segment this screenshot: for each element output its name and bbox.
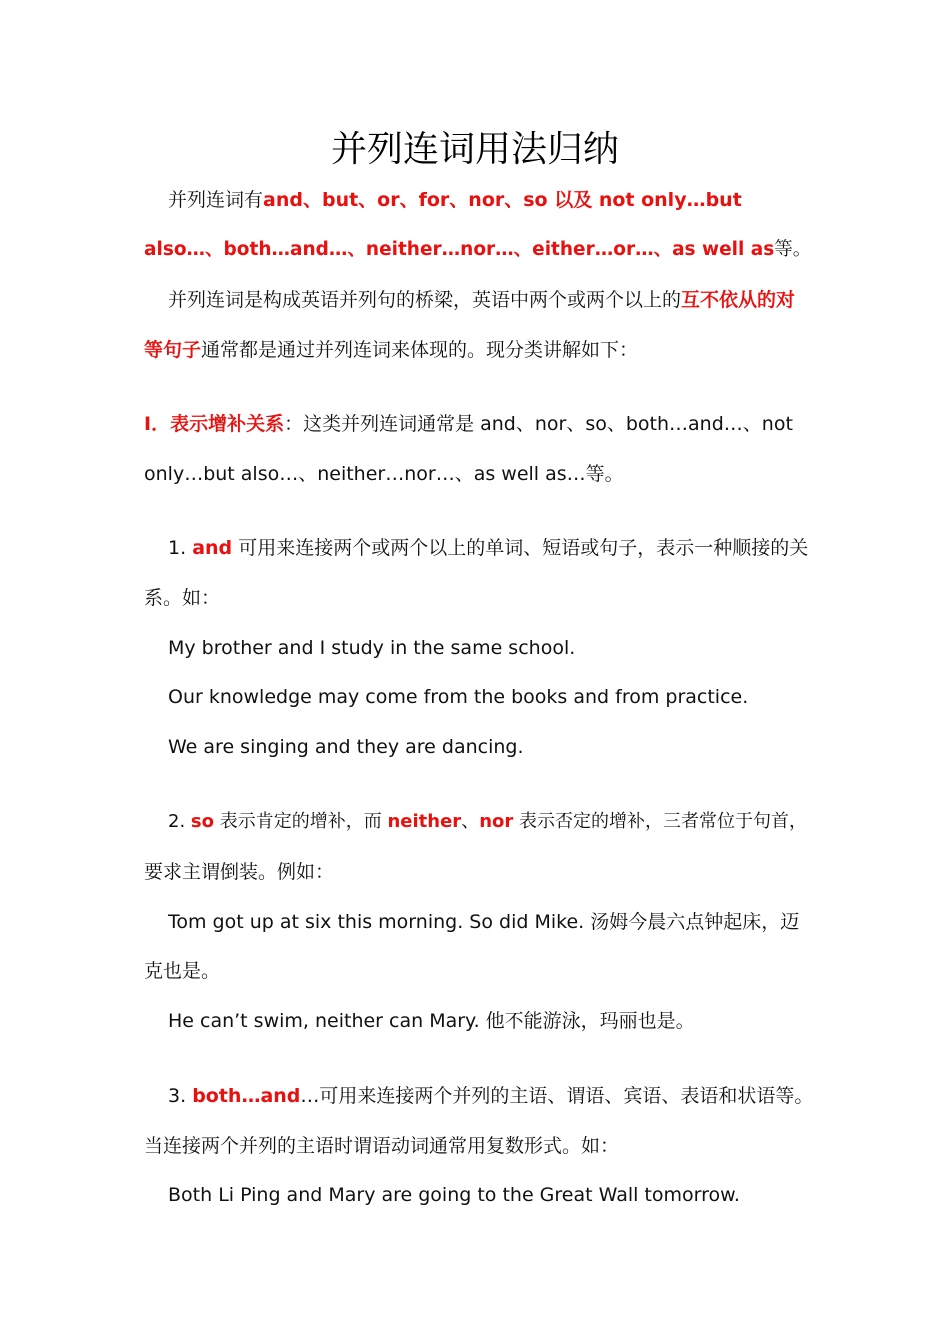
example-sentence: Tom got up at six this morning. So did Mike. 汤姆今晨六点钟起床，迈 [168, 911, 800, 933]
item-text: 表示肯定的增补，而 [219, 811, 382, 832]
intro-text: 通常都是通过并列连词来体现的。现分类讲解如下： [201, 339, 639, 361]
item-2-line-2: 要求主谓倒装。例如： [144, 861, 335, 883]
item-3-line-1 [168, 1083, 824, 1109]
item-1-line-1 [168, 535, 824, 561]
section-heading: I．表示增补关系 [144, 413, 285, 435]
example-sentence: Both Li Ping and Mary are going to the Great Wall tomorrow. [168, 1184, 740, 1206]
item-text: 可用来连接两个或两个以上的单词、短语或句子，表示一种顺接的关 [238, 537, 809, 559]
example-sentence: My brother and I study in the same school. [168, 637, 576, 659]
item-1-line-2: 系。如： [144, 587, 221, 609]
item-text: 表示否定的增补，三者常位于句首， [518, 811, 807, 832]
example-sentence: He can’t swim, neither can Mary. 他不能游泳，玛丽也是。 [168, 1010, 695, 1032]
intro-text: 并列连词有 [168, 189, 264, 211]
intro-text: 并列连词是构成英语并列句的桥梁，英语中两个或两个以上的 [168, 289, 682, 311]
highlight-text: 等句子 [144, 339, 202, 361]
highlight-text: 互不依从的对 [681, 289, 796, 311]
intro-line-3 [168, 287, 824, 313]
keyword: so [190, 811, 215, 832]
item-number: 2. [168, 811, 186, 832]
item-2-line-1 [168, 809, 824, 835]
keyword: and [192, 537, 233, 559]
intro-line-2 [144, 237, 824, 263]
example-sentence: Our knowledge may come from the books and from practice. [168, 686, 749, 708]
item-text: …可用来连接两个并列的主语、谓语、宾语、表语和状语等。 [300, 1085, 814, 1107]
conjunction-list: and、but、or、for、nor、so 以及 not only…but [263, 189, 742, 211]
item-3-line-2: 当连接两个并列的主语时谓语动词通常用复数形式。如： [144, 1135, 620, 1157]
keyword: neither [387, 811, 462, 832]
example-sentence-cont: 克也是。 [144, 960, 221, 982]
conjunction-list-cont: also…、both…and…、neither…nor…、either…or…、as well as [144, 239, 775, 260]
item-number: 3. [168, 1085, 187, 1107]
example-sentence: We are singing and they are dancing. [168, 736, 524, 758]
section-1-line-1 [144, 411, 824, 437]
page-title: 并列连词用法归纳 [330, 129, 619, 170]
section-1-line-2: only…but also…、neither…nor…、as well as…等。 [144, 463, 624, 485]
intro-text: 等。 [774, 239, 812, 260]
intro-line-4 [144, 337, 824, 363]
intro-line-1 [168, 187, 824, 213]
item-number: 1. [168, 537, 187, 559]
separator: 、 [461, 811, 480, 832]
section-text: ：这类并列连词通常是 and、nor、so、both…and…、not [284, 413, 793, 435]
keyword: both…and [192, 1085, 301, 1107]
keyword: nor [479, 811, 514, 832]
